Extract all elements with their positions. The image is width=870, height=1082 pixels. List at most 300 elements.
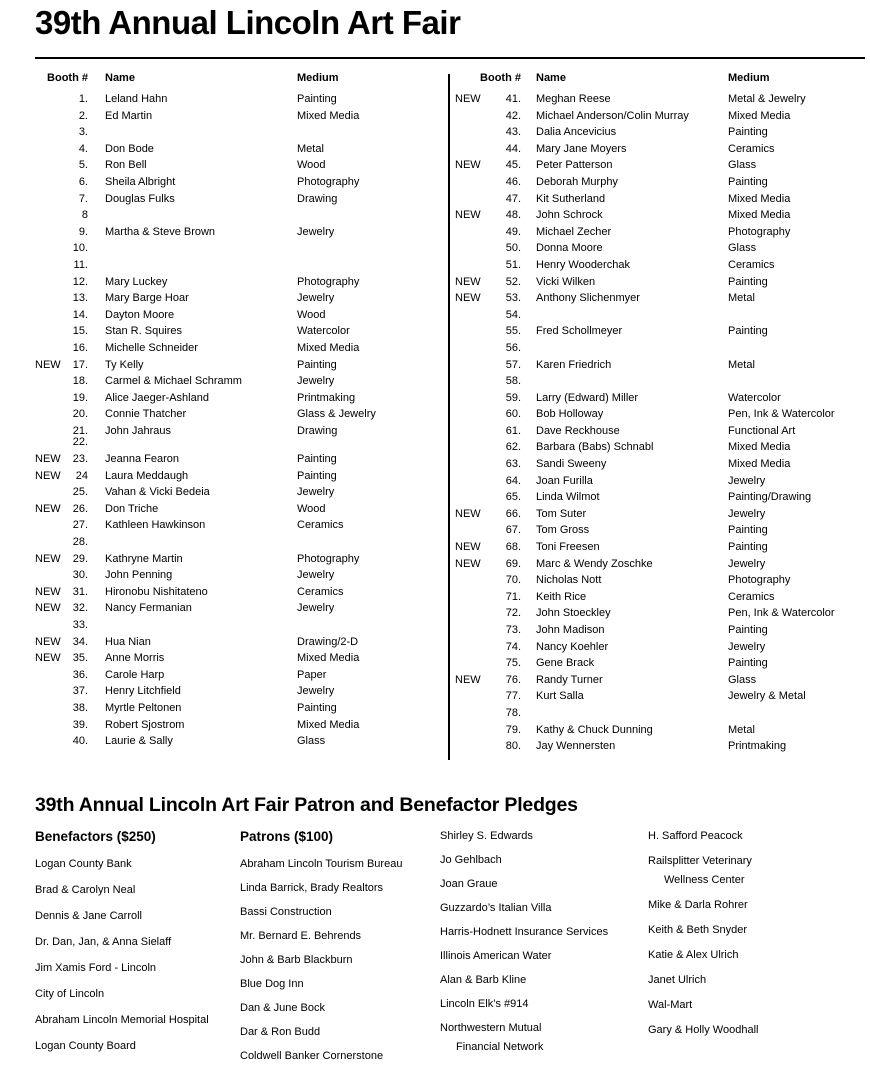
row-gap xyxy=(521,141,536,158)
booth-number: 21. xyxy=(72,424,88,437)
new-badge xyxy=(455,722,493,739)
booth-number: 51. xyxy=(505,258,521,271)
pledge-item-line: Janet Ulrich xyxy=(648,974,707,986)
pledge-item xyxy=(440,902,608,915)
exhibitor-medium: Painting xyxy=(728,325,768,338)
exhibitor-medium: Printmaking xyxy=(728,740,787,753)
row-gap xyxy=(88,733,105,750)
new-badge xyxy=(455,224,493,241)
row-gap xyxy=(88,290,105,307)
booth-number: 14. xyxy=(72,308,88,321)
pledge-item-line: Bassi Construction xyxy=(240,906,332,918)
exhibitor-medium: Metal xyxy=(728,723,755,736)
new-badge: NEW xyxy=(35,652,61,665)
booth-row xyxy=(35,174,435,191)
pledge-column-patrons xyxy=(240,829,402,1074)
booth-row xyxy=(35,340,435,357)
exhibitor-name: John Madison xyxy=(536,624,605,636)
exhibitor-medium xyxy=(297,124,435,141)
row-gap xyxy=(521,323,536,340)
new-badge xyxy=(35,108,69,125)
row-gap xyxy=(88,617,105,634)
booth-number: 55. xyxy=(505,325,521,338)
booth-number: 11. xyxy=(73,258,88,271)
booth-row xyxy=(455,340,867,357)
exhibitor-name xyxy=(105,534,297,551)
booth-row xyxy=(455,456,867,473)
exhibitor-name: Vicki Wilken xyxy=(536,275,596,288)
exhibitor-name: Gene Brack xyxy=(536,657,595,670)
pledge-item-line: Jim Xamis Ford - Lincoln xyxy=(35,962,157,974)
exhibitor-medium: Painting xyxy=(297,358,337,371)
booth-number: 5. xyxy=(78,159,88,172)
exhibitor-name: Kathy & Chuck Dunning xyxy=(536,723,653,736)
exhibitor-name: Ty Kelly xyxy=(105,358,144,371)
pledge-item xyxy=(648,899,758,912)
booth-row xyxy=(455,191,867,208)
row-gap xyxy=(521,539,536,556)
row-gap xyxy=(88,484,105,501)
row-gap xyxy=(88,600,105,617)
new-badge xyxy=(35,373,69,390)
pledge-item-line: Coldwell Banker Cornerstone xyxy=(240,1050,384,1062)
exhibitor-name: Barbara (Babs) Schnabl xyxy=(536,441,654,454)
booth-row xyxy=(455,274,867,291)
pledge-column-patrons-continued-2 xyxy=(648,830,758,1049)
exhibitor-medium: Pen, Ink & Watercolor xyxy=(728,607,835,620)
exhibitor-name: Martha & Steve Brown xyxy=(105,225,216,238)
row-gap xyxy=(88,207,105,224)
exhibitor-medium: Jewelry & Metal xyxy=(728,690,806,703)
new-badge: NEW xyxy=(455,292,481,305)
booth-row xyxy=(455,423,867,440)
row-gap xyxy=(88,157,105,174)
booth-row xyxy=(35,307,435,324)
row-gap xyxy=(521,605,536,622)
booth-number: 25. xyxy=(72,486,88,499)
booth-number: 62. xyxy=(505,441,521,454)
exhibitor-name: Vahan & Vicki Bedeia xyxy=(105,486,210,499)
exhibitor-medium: Wood xyxy=(297,159,326,172)
exhibitor-medium: Painting xyxy=(297,93,337,105)
exhibitor-name: Connie Thatcher xyxy=(105,408,187,421)
exhibitor-name: Larry (Edward) Miller xyxy=(536,391,639,404)
exhibitor-name: Randy Turner xyxy=(536,673,603,686)
pledge-item-line: Illinois American Water xyxy=(440,950,552,962)
booth-row xyxy=(455,522,867,539)
exhibitor-medium: Mixed Media xyxy=(297,652,360,665)
booth-table-left xyxy=(35,72,435,750)
new-badge xyxy=(455,473,493,490)
exhibitor-medium: Glass xyxy=(297,735,326,748)
row-gap xyxy=(88,224,105,241)
booth-number: 68. xyxy=(505,541,521,554)
new-badge: NEW xyxy=(35,358,61,371)
pledge-item-line: Gary & Holly Woodhall xyxy=(648,1024,759,1036)
row-gap xyxy=(521,722,536,739)
exhibitor-name: Anthony Slichenmyer xyxy=(536,292,640,305)
pledge-column-patrons-continued xyxy=(440,830,608,1065)
exhibitor-medium: Photography xyxy=(297,275,360,288)
exhibitor-medium: Drawing xyxy=(297,424,338,437)
booth-number: 3. xyxy=(78,126,88,139)
booth-row xyxy=(35,290,435,307)
booth-row xyxy=(35,357,435,374)
pledge-item-line: Keith & Beth Snyder xyxy=(648,924,748,936)
pledge-item xyxy=(648,949,758,962)
row-gap xyxy=(88,406,105,423)
row-gap xyxy=(521,357,536,374)
row-gap xyxy=(88,323,105,340)
new-badge xyxy=(35,257,69,274)
pledge-column-benefactors xyxy=(35,829,209,1066)
row-gap xyxy=(88,307,105,324)
pledge-item xyxy=(240,1026,402,1039)
booth-number: 75. xyxy=(505,657,521,670)
new-badge xyxy=(455,240,493,257)
title-rule xyxy=(35,57,865,59)
exhibitor-name: Dayton Moore xyxy=(105,308,175,321)
row-gap xyxy=(88,124,105,141)
booth-number: 64. xyxy=(505,474,521,487)
row-gap xyxy=(521,257,536,274)
exhibitor-medium: Metal xyxy=(728,358,755,371)
booth-row xyxy=(35,274,435,291)
new-badge xyxy=(35,124,69,141)
exhibitor-name xyxy=(105,240,297,257)
pledge-item xyxy=(35,910,209,923)
booth-rows-left xyxy=(35,91,435,750)
booth-row xyxy=(35,501,435,518)
exhibitor-medium xyxy=(728,705,867,722)
pledge-item-line: Katie & Alex Ulrich xyxy=(648,949,739,961)
pledge-item xyxy=(648,1024,758,1037)
booth-row xyxy=(35,91,435,108)
new-badge: NEW xyxy=(35,635,61,648)
row-gap xyxy=(88,468,105,485)
exhibitor-name xyxy=(105,207,297,224)
booth-number: 71. xyxy=(505,590,521,603)
booth-number: 47. xyxy=(505,192,521,205)
row-gap xyxy=(88,501,105,518)
booth-number: 59. xyxy=(505,391,521,404)
booth-number: 42. xyxy=(505,109,521,122)
exhibitor-medium xyxy=(728,373,867,390)
column-header-booth: Booth # xyxy=(47,72,88,84)
booth-row xyxy=(455,307,867,324)
row-gap xyxy=(521,340,536,357)
table-header-right xyxy=(455,72,867,91)
new-badge xyxy=(35,733,69,750)
exhibitor-medium: Painting/Drawing xyxy=(728,491,812,504)
pledge-item-line: Guzzardo’s Italian Villa xyxy=(440,902,552,914)
pledge-item xyxy=(440,950,608,963)
exhibitor-medium: Painting xyxy=(728,275,768,288)
exhibitor-name: Leland Hahn xyxy=(105,93,168,105)
row-gap xyxy=(521,572,536,589)
booth-number: 36. xyxy=(72,668,88,681)
new-badge xyxy=(455,655,493,672)
booth-number: 23. xyxy=(72,453,88,466)
new-badge xyxy=(455,373,493,390)
new-badge xyxy=(35,484,69,501)
exhibitor-name: Michael Anderson/Colin Murray xyxy=(536,109,689,122)
exhibitor-medium: Ceramics xyxy=(728,258,775,271)
exhibitor-name: Fred Schollmeyer xyxy=(536,325,623,338)
new-badge xyxy=(455,340,493,357)
booth-row xyxy=(35,224,435,241)
new-badge xyxy=(35,157,69,174)
booth-row xyxy=(35,534,435,551)
exhibitor-name xyxy=(105,617,297,634)
new-badge xyxy=(455,522,493,539)
new-badge xyxy=(35,91,69,108)
row-gap xyxy=(88,274,105,291)
booth-row xyxy=(35,141,435,158)
new-badge xyxy=(35,191,69,208)
pledge-item-line: Northwestern Mutual xyxy=(440,1022,542,1034)
row-gap xyxy=(521,439,536,456)
booth-number: 35. xyxy=(72,652,88,665)
booth-number: 7. xyxy=(78,192,88,205)
row-gap xyxy=(521,489,536,506)
new-badge xyxy=(35,717,69,734)
exhibitor-name xyxy=(536,705,728,722)
booth-row xyxy=(455,357,867,374)
pledge-item xyxy=(35,936,209,949)
row-gap xyxy=(88,340,105,357)
booth-row xyxy=(455,688,867,705)
exhibitor-medium: Painting xyxy=(728,541,768,554)
booth-row xyxy=(455,373,867,390)
pledge-items xyxy=(35,858,209,1053)
exhibitor-name: Sheila Albright xyxy=(105,175,176,188)
new-badge xyxy=(455,456,493,473)
row-gap xyxy=(521,91,536,108)
pledge-column-header: Patrons ($100) xyxy=(240,829,334,844)
pledge-item-line: H. Safford Peacock xyxy=(648,830,743,842)
exhibitor-name xyxy=(536,340,728,357)
pledge-item-line: Dar & Ron Budd xyxy=(240,1026,321,1038)
booth-row xyxy=(35,733,435,750)
booth-number: 57. xyxy=(505,358,521,371)
booth-number: 30. xyxy=(72,569,88,582)
exhibitor-name: Peter Patterson xyxy=(536,159,613,172)
row-gap xyxy=(521,688,536,705)
new-badge xyxy=(35,567,69,584)
pledge-item xyxy=(648,855,758,887)
exhibitor-name xyxy=(536,373,728,390)
exhibitor-medium: Metal xyxy=(297,142,324,155)
new-badge xyxy=(455,738,493,755)
exhibitor-medium: Painting xyxy=(728,126,768,139)
exhibitor-name: Bob Holloway xyxy=(536,408,604,421)
exhibitor-name: Jay Wennersten xyxy=(536,740,616,753)
pledge-item xyxy=(440,1022,608,1054)
booth-number: 4. xyxy=(78,142,88,155)
row-gap xyxy=(521,406,536,423)
row-gap xyxy=(521,506,536,523)
exhibitor-medium: Glass xyxy=(728,673,757,686)
booth-number: 28. xyxy=(72,536,88,549)
pledge-item-line: Dan & June Bock xyxy=(240,1002,325,1014)
booth-number: 56. xyxy=(505,341,521,354)
new-badge: NEW xyxy=(455,507,481,520)
exhibitor-medium: Mixed Media xyxy=(728,109,791,122)
exhibitor-name: John Penning xyxy=(105,569,173,582)
exhibitor-medium: Ceramics xyxy=(297,519,344,532)
exhibitor-medium: Painting xyxy=(728,657,768,670)
pledge-item xyxy=(35,1040,209,1053)
pledge-items xyxy=(648,830,758,1037)
pledge-item xyxy=(35,1014,209,1027)
booth-row xyxy=(35,124,435,141)
booth-number: 52. xyxy=(505,275,521,288)
booth-row xyxy=(455,705,867,722)
booth-number: 1. xyxy=(78,93,88,105)
exhibitor-medium: Ceramics xyxy=(728,590,775,603)
exhibitor-medium: Paper xyxy=(297,668,327,681)
row-gap xyxy=(88,584,105,601)
exhibitor-medium: Wood xyxy=(297,502,326,515)
new-badge xyxy=(35,307,69,324)
exhibitor-name: Jeanna Fearon xyxy=(105,453,179,466)
exhibitor-name: Carmel & Michael Schramm xyxy=(105,375,242,388)
booth-row xyxy=(455,439,867,456)
new-badge xyxy=(35,240,69,257)
booth-row xyxy=(455,207,867,224)
row-gap xyxy=(521,157,536,174)
row-gap xyxy=(88,91,105,108)
booth-number: 22. xyxy=(72,436,88,449)
exhibitor-name: Laura Meddaugh xyxy=(105,469,189,482)
exhibitor-name: Mary Luckey xyxy=(105,275,168,288)
exhibitor-medium: Photography xyxy=(728,225,791,238)
new-badge: NEW xyxy=(35,453,61,466)
new-badge: NEW xyxy=(455,209,481,222)
exhibitor-name: Nancy Koehler xyxy=(536,640,609,653)
exhibitor-name: Dave Reckhouse xyxy=(536,424,620,437)
new-badge: NEW xyxy=(35,585,61,598)
new-badge xyxy=(35,274,69,291)
booth-number: 50. xyxy=(505,242,521,255)
booth-row xyxy=(35,108,435,125)
row-gap xyxy=(521,639,536,656)
row-gap xyxy=(521,705,536,722)
row-gap xyxy=(88,717,105,734)
booth-row xyxy=(35,700,435,717)
exhibitor-medium: Jewelry xyxy=(297,225,335,238)
booth-row xyxy=(35,240,435,257)
pledge-item xyxy=(648,974,758,987)
exhibitor-medium xyxy=(297,207,435,224)
row-gap xyxy=(88,534,105,551)
row-gap xyxy=(88,517,105,534)
booth-row xyxy=(35,323,435,340)
exhibitor-name: Don Bode xyxy=(105,142,154,155)
row-gap xyxy=(521,622,536,639)
exhibitor-medium: Photography xyxy=(297,552,360,565)
pledge-item xyxy=(240,978,402,991)
new-badge xyxy=(455,357,493,374)
row-gap xyxy=(521,224,536,241)
new-badge xyxy=(35,141,69,158)
booth-number: 40. xyxy=(72,735,88,748)
booth-number: 8 xyxy=(81,209,88,222)
pledge-item-line: Dr. Dan, Jan, & Anna Sielaff xyxy=(35,936,172,948)
booth-row xyxy=(35,567,435,584)
row-gap xyxy=(521,290,536,307)
new-badge xyxy=(455,423,493,440)
exhibitor-medium: Mixed Media xyxy=(297,109,360,122)
row-gap xyxy=(88,683,105,700)
exhibitor-name xyxy=(105,434,297,451)
pledge-item xyxy=(240,930,402,943)
exhibitor-name: John Jahraus xyxy=(105,424,172,437)
booth-number: 72. xyxy=(505,607,521,620)
booth-row xyxy=(35,406,435,423)
booth-row xyxy=(35,717,435,734)
booth-row xyxy=(455,406,867,423)
pledge-item xyxy=(648,830,758,843)
exhibitor-name: Toni Freesen xyxy=(536,541,600,554)
booth-number: 63. xyxy=(505,458,521,471)
pledge-items xyxy=(240,858,402,1063)
booth-row xyxy=(455,390,867,407)
pledges-title: 39th Annual Lincoln Art Fair Patron and Benefactor Pledges xyxy=(35,794,578,816)
column-divider xyxy=(448,74,450,760)
exhibitor-medium: Functional Art xyxy=(728,424,796,437)
exhibitor-medium: Mixed Media xyxy=(297,341,360,354)
row-gap xyxy=(521,672,536,689)
exhibitor-name: Meghan Reese xyxy=(536,93,611,105)
row-gap xyxy=(521,108,536,125)
exhibitor-medium: Jewelry xyxy=(297,292,335,305)
booth-row xyxy=(455,556,867,573)
exhibitor-medium: Mixed Media xyxy=(728,209,791,222)
pledge-item-line: Financial Network xyxy=(456,1041,544,1053)
pledge-item xyxy=(440,854,608,867)
exhibitor-medium: Drawing/2-D xyxy=(297,635,359,648)
booth-row xyxy=(35,584,435,601)
exhibitor-name: Kit Sutherland xyxy=(536,192,606,205)
new-badge xyxy=(35,667,69,684)
new-badge: NEW xyxy=(35,602,61,615)
exhibitor-medium: Painting xyxy=(728,624,768,636)
row-gap xyxy=(521,589,536,606)
booth-row xyxy=(35,434,435,451)
exhibitor-name: Henry Wooderchak xyxy=(536,258,630,271)
booth-row xyxy=(455,174,867,191)
exhibitor-name: Linda Wilmot xyxy=(536,491,600,504)
exhibitor-medium: Jewelry xyxy=(728,640,766,653)
booth-number: 34. xyxy=(72,635,88,648)
booth-row xyxy=(35,373,435,390)
booth-number: 46. xyxy=(505,175,521,188)
exhibitor-name: Robert Sjostrom xyxy=(105,718,185,731)
exhibitor-name: Henry Litchfield xyxy=(105,685,181,698)
pledge-item-line: John & Barb Blackburn xyxy=(240,954,353,966)
exhibitor-medium xyxy=(728,307,867,324)
new-badge xyxy=(455,639,493,656)
exhibitor-name: Michael Zecher xyxy=(536,225,612,238)
pledge-item xyxy=(35,884,209,897)
exhibitor-name: Kurt Salla xyxy=(536,690,584,703)
pledge-items xyxy=(440,830,608,1054)
booth-number: 61. xyxy=(505,424,521,437)
pledge-item-line: Shirley S. Edwards xyxy=(440,830,533,842)
booth-row xyxy=(455,672,867,689)
